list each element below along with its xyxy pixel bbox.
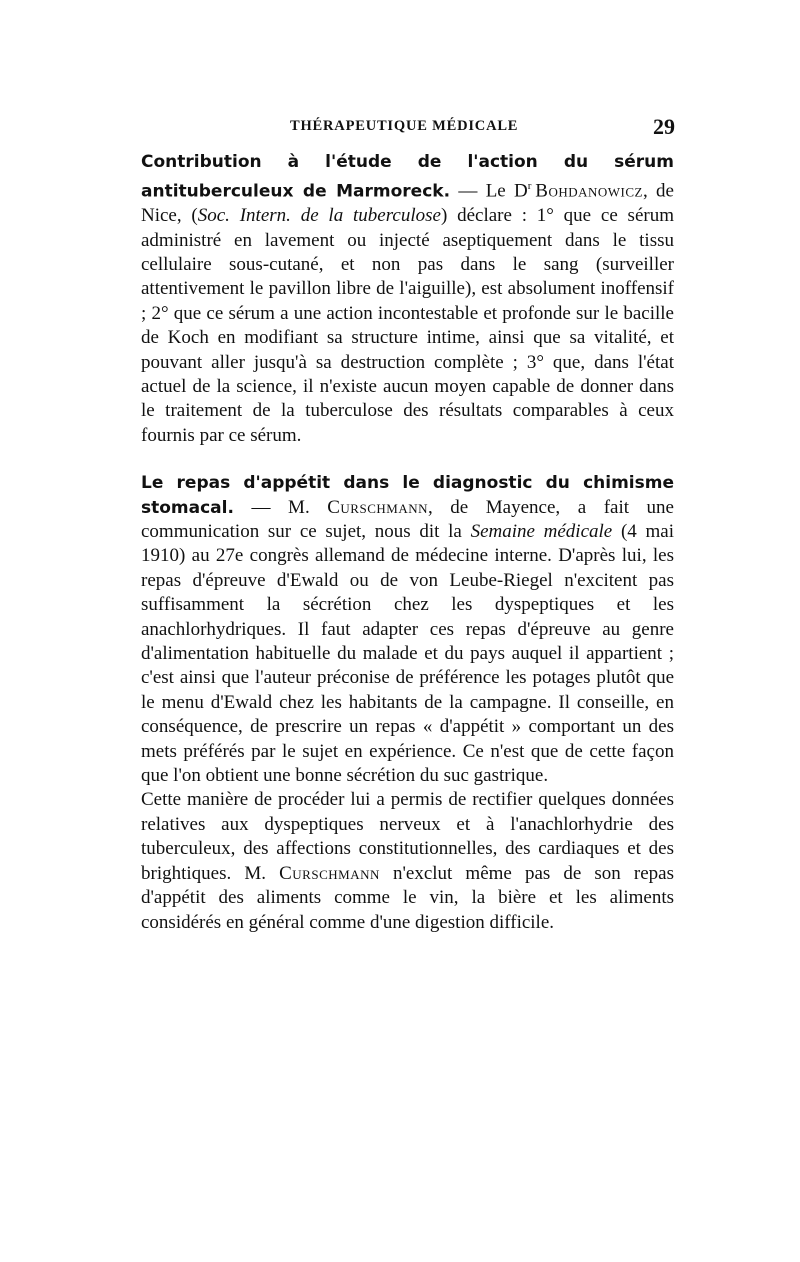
author-name: Bohdanowicz — [535, 180, 643, 202]
running-title: THÉRAPEUTIQUE MÉDICALE — [290, 118, 519, 134]
article-title-repas: Le repas d'appétit dans le diagnostic du chimisme stomacal. — [141, 473, 674, 518]
article-text: , de Nice, ( — [141, 180, 674, 227]
article-text: (4 mai 1910) au 27e congrès allemand de médecine interne. D'après lui, les repas d'épreuve d'Ewald ou de von Leube-Riegel n'excitent pas suffisamment la sécrétion chez les dyspeptiques et les anachlorhydriques. Il faut adapter ces repas d'épreuve au genre d'alimentation habituelle du malade et du pays auquel il appartient ; c'est ainsi que l'auteur préconise de préférence les potages plutôt que le menu d'Ewald chez les habitants de la campagne. Il conseille, en conséquence, de prescrire un repas « d'appétit » comportant un des mets préférés par le sujet en expérience. Ce n'est que de cette façon que l'on obtient une bonne sécrétion du suc gastrique. — [141, 521, 674, 787]
source-citation: Soc. Intern. de la tuberculose — [197, 205, 441, 227]
author-name: Curschmann — [279, 862, 380, 884]
article-contribution — [141, 150, 674, 448]
doctor-superscript: r — [527, 180, 532, 193]
page-body — [141, 150, 674, 935]
article-text: n'exclut même pas de son repas d'appétit des aliments comme le vin, la bière et les aliments considérés en général comme d'une digestion difficile. — [141, 862, 675, 933]
article-dash: — M. — [233, 496, 328, 518]
source-citation: Semaine médicale — [470, 521, 613, 543]
running-head — [140, 114, 675, 142]
article-text: Cette manière de procéder lui a permis de rectifier quelques données relatives aux dyspeptiques nerveux et à l'anachlorhydrie des tuberculeux, des affections constitutionnelles, des cardiaques et des brightiques. M. — [141, 789, 674, 884]
article-paragraph — [141, 788, 674, 934]
article-title-contribution: Contribution à l'étude de l'action du sérum antituberculeux de Marmoreck. — [141, 152, 674, 202]
article-dash: — Le D — [450, 180, 528, 202]
article-text: , de Mayence, a fait une communication sur ce sujet, nous dit la — [141, 496, 674, 543]
author-name: Curschmann — [327, 496, 428, 518]
article-text: ) déclare : 1° que ce sérum administré en lavement ou injecté aseptiquement dans le tissu cellulaire sous-cutané, et non pas dans le sang (surveiller attentivement le pavillon libre de l'aiguille), est absolument inoffensif ; 2° que ce sérum a une action incontestable et profonde sur le bacille de Koch en modifiant sa structure intime, ainsi que sa vitalité, et pouvant aller jusqu'à sa destruction complète ; 3° que, dans l'état actuel de la science, il n'existe aucun moyen capable de donner dans le traitement de la tuberculose des résultats comparables à ceux fournis par ce sérum. — [141, 205, 674, 446]
page-number: 29 — [653, 114, 675, 139]
article-repas-appetit — [141, 471, 674, 788]
